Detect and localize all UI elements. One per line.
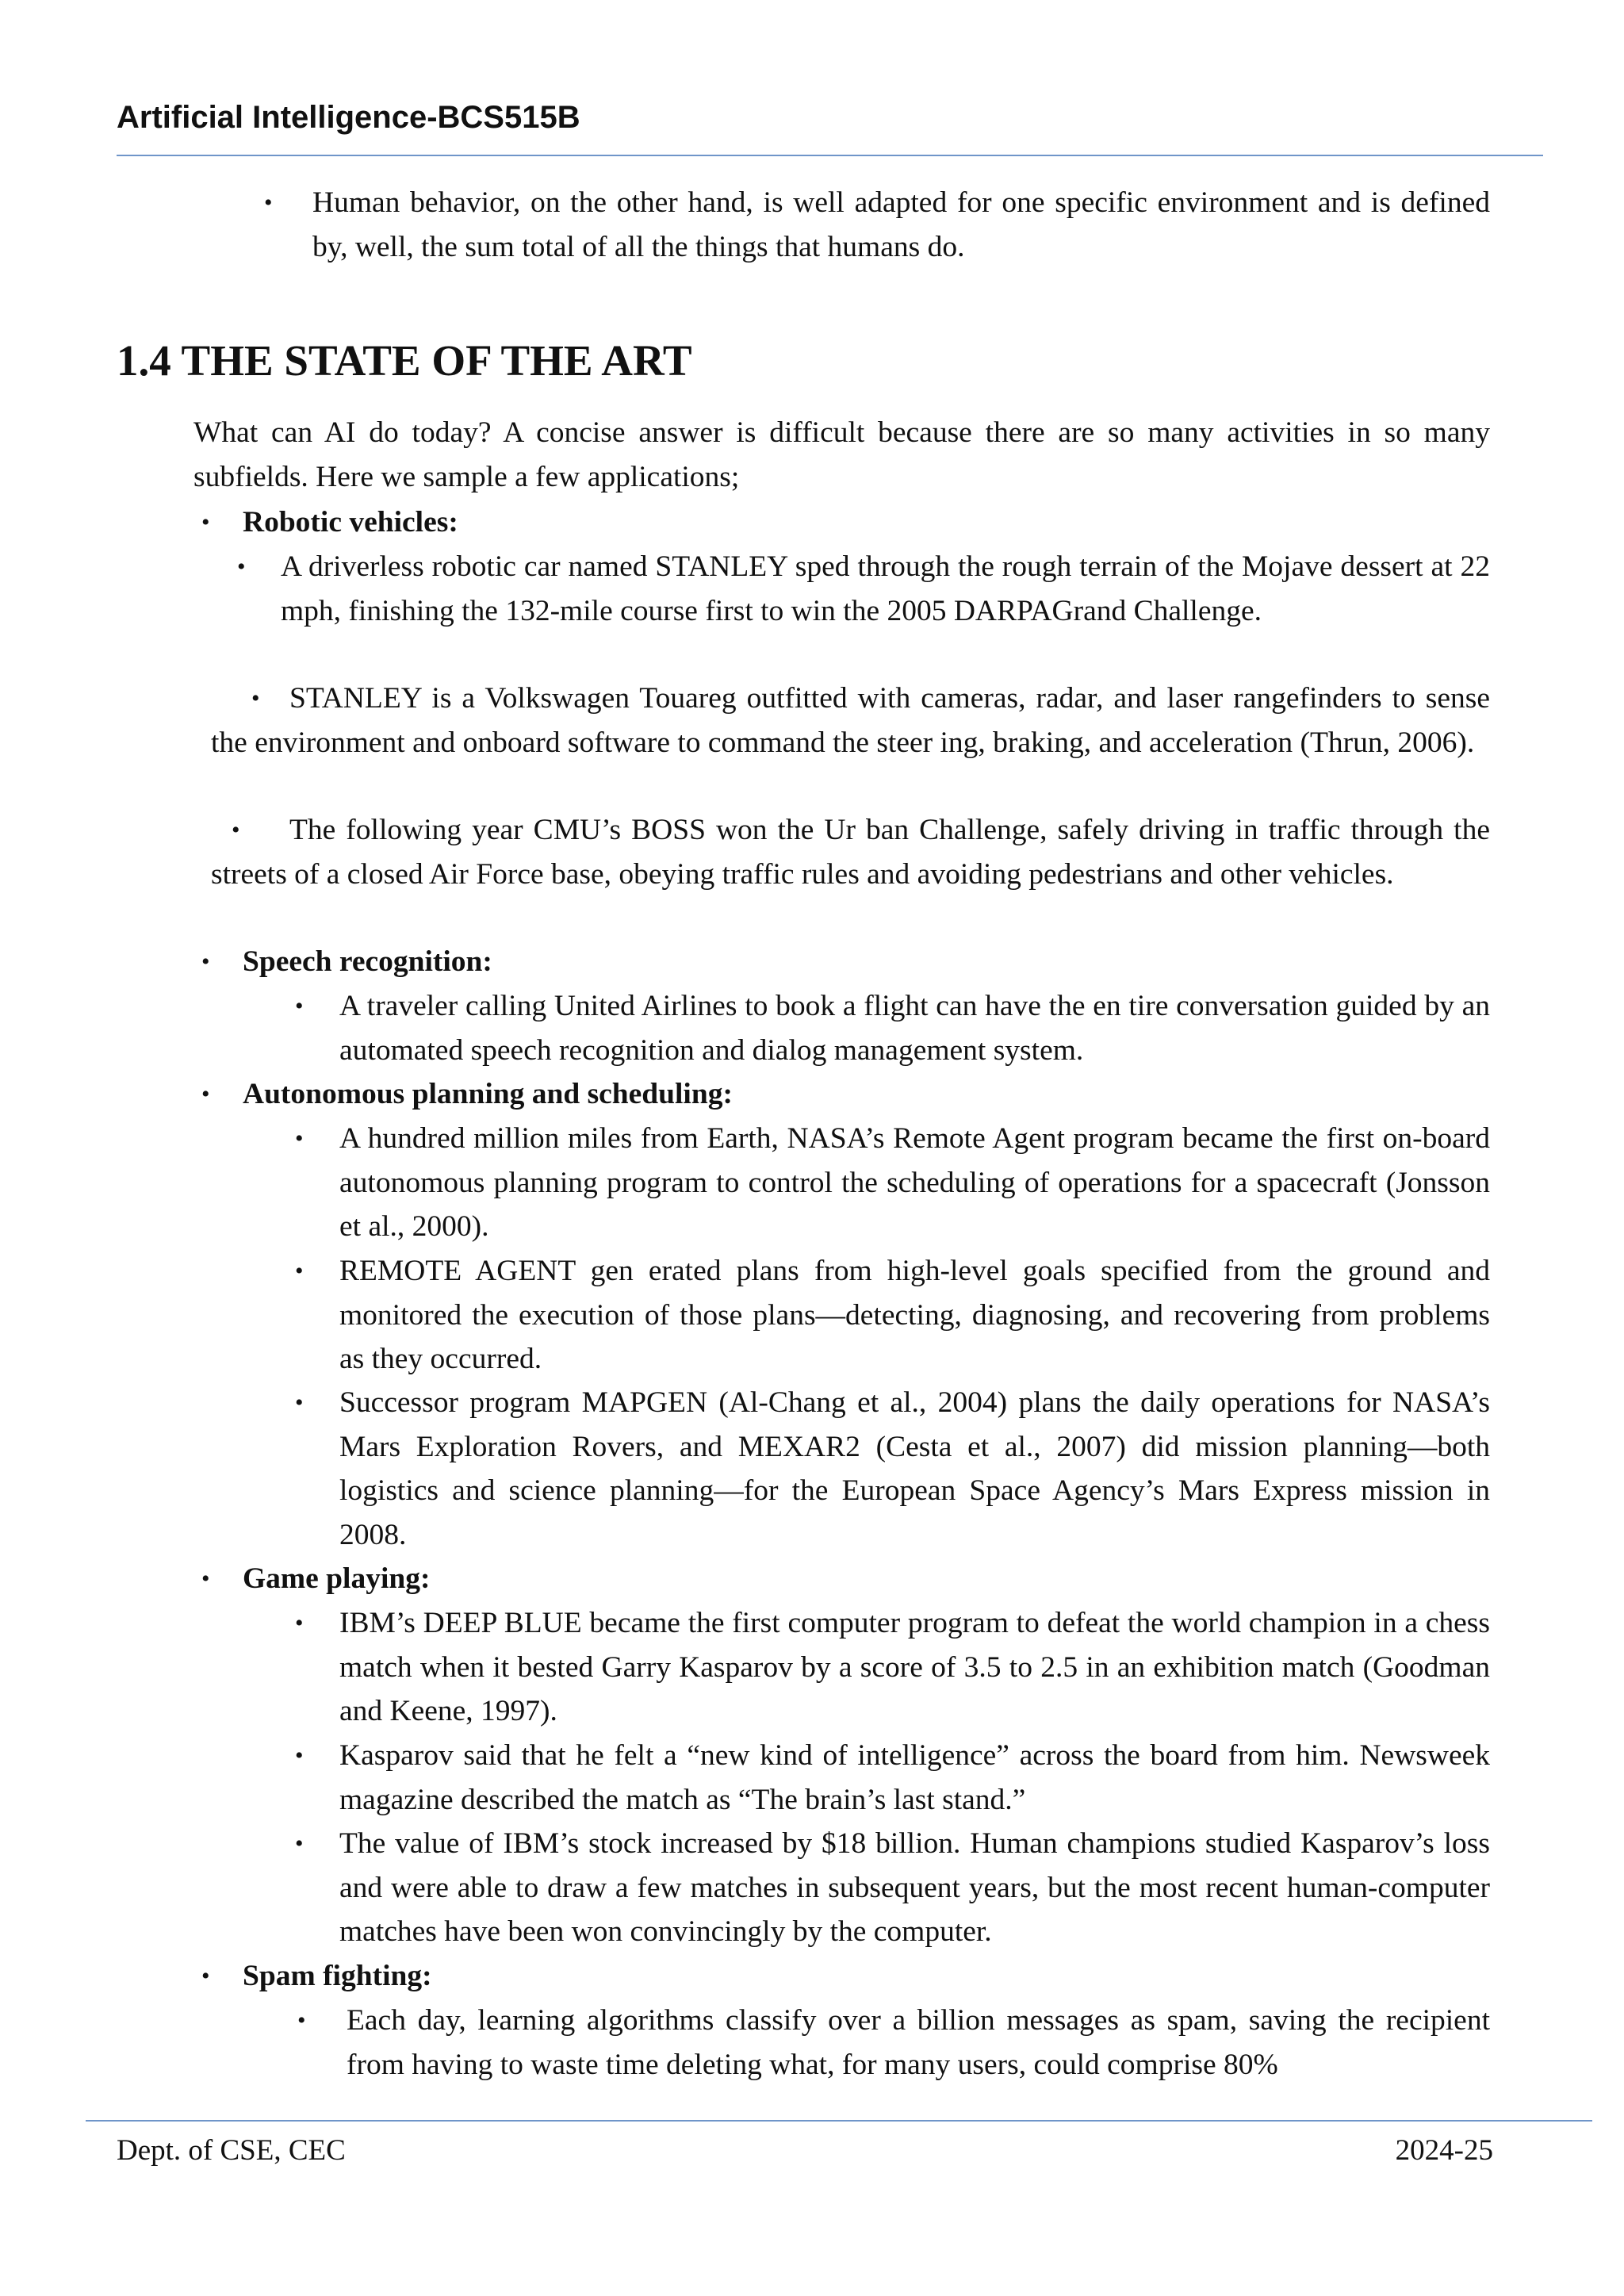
section-heading: 1.4 THE STATE OF THE ART: [117, 336, 692, 385]
list-item: A hundred million miles from Earth, NASA’s Remote Agent program became the first on-board autonomous planning program to control the scheduling of operations for a spacecraft (Jonsson et al., 2000).: [339, 1122, 1490, 1243]
bullet-icon: •: [201, 1081, 210, 1107]
category-autonomous-planning: Autonomous planning and scheduling:: [243, 1078, 733, 1110]
bullet-icon: •: [295, 1258, 304, 1284]
category-spam-fighting: Spam fighting:: [243, 1960, 432, 1992]
bullet-icon: •: [264, 190, 273, 216]
list-item: Kasparov said that he felt a “new kind of intelligence” across the board from him. Newsweek magazine described the match as “The brain’s last stand.”: [339, 1739, 1490, 1816]
footer-divider: [86, 2120, 1592, 2122]
list-item: The following year CMU’s BOSS won the Ur ban Challenge, safely driving in traffic through the streets of a closed Air Force base, obeying traffic rules and avoiding pedestrians and other vehicles.: [211, 814, 1490, 891]
category-robotic-vehicles: Robotic vehicles:: [243, 506, 458, 539]
category-speech-recognition: Speech recognition:: [243, 945, 492, 978]
bullet-icon: •: [201, 509, 210, 535]
footer-year: 2024-25: [1395, 2134, 1493, 2167]
bullet-icon: •: [295, 1830, 304, 1857]
list-item: A driverless robotic car named STANLEY sped through the rough terrain of the Mojave dessert at 22 mph, finishing the 132-mile course first to win the 2005 DARPAGrand Challenge.: [281, 550, 1490, 627]
running-header-title: Artificial Intelligence-BCS515B: [117, 100, 580, 135]
section-intro: What can AI do today? A concise answer is difficult because there are so many activities in so many subfields. Here we sample a few applications;: [193, 416, 1490, 493]
bullet-icon: •: [201, 1963, 210, 1989]
header-divider: [117, 155, 1543, 156]
bullet-icon: •: [295, 1125, 304, 1152]
list-item: STANLEY is a Volkswagen Touareg outfitted with cameras, radar, and laser rangefinders to sense the environment and onboard software to command the steer ing, braking, and acceleration (Thrun, 2006).: [211, 682, 1490, 759]
list-item: The value of IBM’s stock increased by $18 billion. Human champions studied Kasparov’s loss and were able to draw a few matches in subsequent years, but the most recent human-computer matches have been won convincingly by the computer.: [339, 1827, 1490, 1948]
bullet-icon: •: [297, 2007, 306, 2033]
list-item: REMOTE AGENT gen erated plans from high-level goals specified from the ground and monitored the execution of those plans—detecting, diagnosing, and recovering from problems as they occurred.: [339, 1255, 1490, 1375]
list-item: IBM’s DEEP BLUE became the first computer program to defeat the world champion in a chess match when it bested Garry Kasparov by a score of 3.5 to 2.5 in an exhibition match (Goodman and Keene, 1997).: [339, 1607, 1490, 1727]
list-item: Successor program MAPGEN (Al-Chang et al., 2004) plans the daily operations for NASA’s Mars Exploration Rovers, and MEXAR2 (Cesta et al., 2007) did mission planning—both logistics and science planning—for the European Space Agency’s Mars Express mission in 2008.: [339, 1386, 1490, 1551]
category-game-playing: Game playing:: [243, 1562, 431, 1595]
bullet-icon: •: [201, 1566, 210, 1592]
list-item: Each day, learning algorithms classify over a billion messages as spam, saving the recipient from having to waste time deleting what, for many users, could comprise 80%: [347, 2004, 1490, 2081]
bullet-icon: •: [295, 993, 304, 1019]
bullet-icon: •: [295, 1742, 304, 1769]
bullet-icon: •: [237, 554, 246, 580]
bullet-icon: •: [232, 817, 240, 843]
bullet-icon: •: [295, 1610, 304, 1636]
bullet-icon: •: [251, 685, 260, 711]
list-item: Human behavior, on the other hand, is well adapted for one specific environment and is defined by, well, the sum total of all the things that humans do.: [312, 186, 1490, 263]
bullet-icon: •: [295, 1389, 304, 1416]
bullet-icon: •: [201, 949, 210, 975]
list-item: A traveler calling United Airlines to book a flight can have the en tire conversation guided by an automated speech recognition and dialog management system.: [339, 990, 1490, 1067]
footer-department: Dept. of CSE, CEC: [117, 2134, 346, 2167]
